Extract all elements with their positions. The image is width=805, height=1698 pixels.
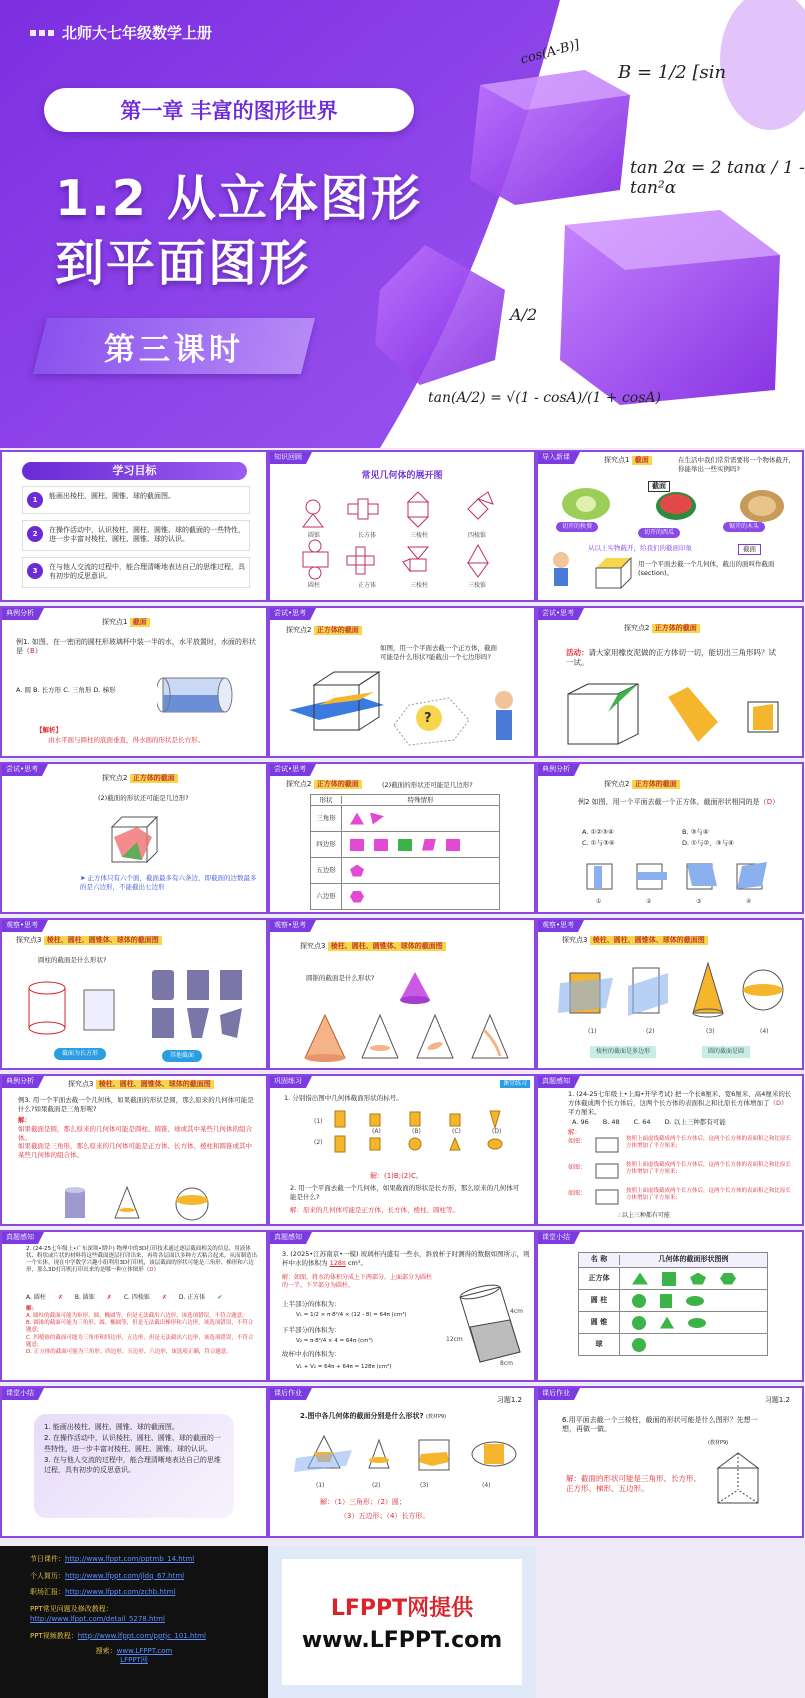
solution-line: 如图：: [568, 1138, 587, 1145]
figure-number: (2): [372, 1482, 381, 1489]
exam2-answer: D: [149, 1267, 154, 1274]
link-label: 节日课件：: [30, 1555, 65, 1563]
formula-2: B = 1/2 [sin: [618, 62, 727, 83]
dots-icon: [30, 30, 54, 36]
caption-watermelon: 切开的西瓜: [638, 528, 680, 538]
chapter-pill: 第一章 丰富的图形世界: [44, 88, 414, 132]
solution-line: A. 圆柱的截面可能为矩形、圆、椭圆等，但是无法截出六边形，该选项错误，不符合题意;: [26, 1313, 245, 1320]
wrong-mark-icon: ✗: [57, 1294, 63, 1301]
example2-options: [582, 828, 782, 848]
figure-number: ①: [596, 898, 602, 905]
option: A. ①②③④: [582, 828, 614, 836]
slide-cone-sections: [268, 918, 536, 1070]
food-photos: [558, 486, 798, 526]
option-letter: (C): [452, 1128, 461, 1135]
link-url[interactable]: http://www.lfppt.com/jldq_67.html: [65, 1571, 185, 1580]
search-row: [30, 1647, 238, 1665]
slide-homework-1: [268, 1386, 536, 1538]
section-label: 截面: [648, 481, 670, 492]
exam2-question: 2. (24-25七年级上•广东深圳•期中) 物理中的3D打印技术通过逐层截面相关的信息，用液体状、粉状或片状的材料将这些截面逐层打印出来，再将各层面以多种方式粘合起来，从而制造出一个实体。现在中学数学兴趣小组利用3D打印机，该层截面的形状可能是三角形、梯形和六边形，那么3D打印机打印出来的是哪一种立体图形（: [26, 1246, 258, 1274]
net-label: 三棱柱: [410, 582, 429, 589]
intro-hint: 从以上实物截开，给我们的截面印象: [588, 544, 692, 552]
point-highlight: 正方体的截面: [314, 780, 362, 789]
cone-question: 圆锥的截面是什么形状?: [306, 974, 375, 982]
textbook-note: (教材P9): [708, 1440, 729, 1446]
slide-learning-goals: [0, 450, 268, 602]
polygon-question: (2)截面的形状还可能是几边形?: [98, 794, 189, 802]
nets-title: 常见几何体的展开图: [361, 471, 443, 481]
goals-title: 学习目标: [22, 462, 247, 480]
point-label: 探究点3: [16, 936, 42, 944]
practice-q1: 1. 分别指出图中几何体截面形状的标号。: [284, 1094, 403, 1102]
series-label: [30, 22, 212, 43]
link-row: [30, 1554, 238, 1565]
slide-tag: 真题感知: [538, 1076, 574, 1088]
question-end: ）: [772, 798, 780, 806]
net-label: 四棱锥: [468, 532, 487, 539]
option: A. 96: [572, 1118, 589, 1126]
brand-line-1: LFPPT网提供: [330, 1596, 474, 1621]
row-number: (2): [314, 1139, 323, 1146]
example3-question: 例3. 用一个平面去截一个几何体，如果截面的形状是圆，那么原来的几何体可能是什么?如果截面是三角形呢?: [18, 1096, 254, 1113]
slide-tag: 尝试•思考: [270, 764, 310, 776]
slide-tag: 尝试•思考: [2, 764, 42, 776]
example3-figures: [57, 1182, 237, 1224]
option: B. 48: [602, 1118, 620, 1126]
purple-cube-large: [560, 210, 780, 405]
summary-point: 2. 在操作活动中，认识棱柱、圆柱、圆锥、球的截面的一些特性，进一步丰富对棱柱、圆柱、圆锥、球的认识。: [44, 1433, 221, 1453]
link-label: PPT常见问题及修改教程：: [30, 1604, 113, 1613]
figure-number: (3): [706, 1028, 715, 1035]
lesson-text: 第三课时: [104, 331, 244, 368]
resource-links: [0, 1546, 268, 1698]
option-letter: (B): [412, 1128, 421, 1135]
slide-intro-section: [536, 450, 804, 602]
example-question: 例1. 如图，在一密闭的圆柱形玻璃杯中装一半的水，水平放置时，水面的形状是（: [16, 638, 256, 656]
slide-tag: 典例分析: [2, 1076, 38, 1088]
example-options: A. 圆 B. 长方形 C. 三角形 D. 梯形: [16, 686, 116, 694]
section-definition: 用一个平面去截一个几何体，截出的面叫作截面(section)。: [638, 560, 775, 577]
formula-v2: V₂ = π·8²/4 × 4 = 64π (cm³): [296, 1338, 373, 1344]
solution-note: 按照上面虚线截成两个长方体后，这两个长方体的表面积之和比原长方体增加了平方厘米;: [626, 1162, 792, 1176]
net-label: 正方体: [358, 582, 377, 589]
analysis-text: 由水平面与圆柱的底面垂直，得水面的形状是长方形。: [48, 736, 204, 744]
solution-note: 按照上面虚线截成两个长方体后，这两个长方体的表面积之和比原长方体增加了平方厘米;: [626, 1136, 792, 1150]
slide-example-2: [536, 762, 804, 914]
solution-summary: ∴以上三种都有可能: [618, 1212, 670, 1219]
answer-triangle: 如果截面是三角形，那么原来的几何体可能是正方体、长方体、棱柱和圆锥或其中某些几何体的组合体。: [18, 1142, 252, 1160]
point-highlight: 正方体的截面: [130, 774, 178, 783]
slide-practice: [268, 1074, 536, 1226]
lesson-banner: [33, 318, 315, 374]
figure-number: (1): [316, 1482, 325, 1489]
option: A. 圆柱: [26, 1294, 46, 1301]
solution-line: 如图：: [568, 1190, 587, 1197]
tilted-glass-figure: [440, 1282, 530, 1372]
point-label: 探究点1: [604, 456, 630, 464]
goal-1: 1 能画出棱柱、圆柱、圆锥、球的截面图。: [22, 486, 250, 514]
option: B. 圆锥: [74, 1294, 95, 1301]
row-number: (1): [314, 1118, 323, 1125]
formula-3: tan 2α = 2 tanα / 1 - tan²α: [630, 158, 805, 198]
exam1-options: [572, 1118, 726, 1127]
callout-other: 其他截面: [162, 1050, 202, 1062]
slide-tag: 导入新课: [538, 452, 574, 464]
section-table: [310, 794, 500, 910]
four-cube-figures: [582, 856, 782, 896]
box-figures: [592, 1134, 622, 1214]
slide-tag: 观察•思考: [2, 920, 42, 932]
point-highlight: 截面: [632, 456, 652, 465]
point-highlight: 棱柱、圆柱、圆锥体、球体的截面图: [96, 1080, 214, 1089]
cylinder-question: 圆柱的截面是什么形状?: [38, 956, 107, 964]
homework2-answer: 解：截面的形状可能是三角形、长方形、正方形、梯形、五边形。: [566, 1474, 701, 1494]
slide-summary-table: [536, 1230, 804, 1382]
callout-rectangle: 截面为长方形: [54, 1048, 106, 1060]
point-label: 探究点2: [102, 774, 128, 782]
row-label: 圆 锥: [590, 1317, 608, 1326]
cube-plane-figure: [284, 670, 534, 750]
link-url[interactable]: http://www.lfppt.com/detail_5278.html: [30, 1615, 165, 1623]
point-highlight: 正方体的截面: [652, 624, 700, 633]
exam1-question: 1. (24-25七年级上•上海•开学考试) 把一个长8厘米、宽6厘米、高4厘米的长方体截成两个长方体后，这两个长方体的表面积之和比原长方体增加了（: [568, 1090, 792, 1107]
slide-nets-review: [268, 450, 536, 602]
cylinder-with-water: [157, 670, 237, 720]
point-label: 探究点3: [562, 936, 588, 944]
col-header: 几何体的截面形状图例: [619, 1255, 767, 1264]
point-highlight: 正方体的截面: [632, 780, 680, 789]
slide-example-1: [0, 606, 268, 758]
formula-1: cos(A-B)]: [519, 37, 582, 68]
slide-tag: 课后作业: [538, 1388, 574, 1400]
title-line-1: 1.2 从立体图形: [55, 170, 422, 227]
example-answer: B: [30, 647, 35, 656]
wrong-mark-icon: ✗: [106, 1294, 112, 1301]
point-label: 探究点2: [624, 624, 650, 632]
solution-label: 解：: [568, 1128, 581, 1136]
upper-label: 上半部分的体积为：: [282, 1300, 341, 1308]
cube-hexagon-figure: [102, 812, 162, 872]
slide-example-3: [0, 1074, 268, 1226]
point-label: 探究点2: [604, 780, 630, 788]
link-url[interactable]: http://www.lfppt.com/pptjc_101.html: [77, 1631, 206, 1640]
slide-tag: 课后作业: [270, 1388, 306, 1400]
cone-figures: [300, 970, 520, 1065]
solution-label: 解：: [26, 1306, 38, 1312]
slide-tag: 知识回顾: [270, 452, 306, 464]
slide-exam-1: [536, 1074, 804, 1226]
col-header: 特殊情形: [341, 796, 499, 805]
figure-number: ②: [646, 898, 652, 905]
col-header: 形状: [319, 795, 333, 804]
wrong-mark-icon: ✗: [161, 1294, 167, 1301]
callout-prism: 棱柱的截面是多边形: [590, 1046, 656, 1058]
point-highlight: 正方体的截面: [314, 626, 362, 635]
summary-point: 3. 在与他人交流的过程中，能合理清晰地表达自己的思维过程，具有初步的反思意识。: [44, 1455, 221, 1475]
slide-cube-activity: [536, 606, 804, 758]
solution-note: 按照上面虚线截成两个长方体后，这两个长方体的表面积之和比原长方体增加了平方厘米;: [626, 1188, 792, 1202]
net-label: 三棱锥: [468, 582, 487, 589]
option: D. ①与②、③与④: [682, 838, 734, 847]
point-label: 探究点3: [300, 942, 326, 950]
cube-tip: ➤ 正方体只有六个面，截面最多有六条边，即截面的边数最多的是六边形，不能截出七边形: [80, 874, 257, 891]
slide-tag: 尝试•思考: [270, 608, 310, 620]
slide-tag: 尝试•思考: [538, 608, 578, 620]
slide-cube-polygons: [0, 762, 268, 914]
question-end: ）平方厘米。: [568, 1098, 788, 1116]
goal-3: 3 在与他人交流的过程中，能合理清晰地表达自己的思维过程，具有初步的反思意识。: [22, 557, 250, 588]
slide-tag: 观察•思考: [538, 920, 578, 932]
slide-tag: 真题感知: [270, 1232, 306, 1244]
series-text: 北师大七年级数学上册: [62, 24, 213, 42]
slide-tag: 课堂小结: [2, 1388, 38, 1400]
slide-tag: 典例分析: [2, 608, 38, 620]
point-label: 探究点2: [286, 780, 312, 788]
check-mark-icon: ✔: [217, 1294, 223, 1301]
search-url[interactable]: www.LFPPT.com: [116, 1647, 173, 1655]
total-label: 故杯中水的体积为：: [282, 1350, 341, 1358]
question-end: ）: [153, 1267, 160, 1274]
slide-summary-points: [0, 1386, 268, 1538]
exam3-solution: 解：如图，将水的体积分成上下两部分，上面部分为圆柱的一半，下半部分为圆柱，: [282, 1274, 433, 1290]
solution-line: D. 正方体的截面可能为三角形、四边形、五边形、六边形，该选项正确，符合题意。: [26, 1348, 232, 1355]
link-row: [30, 1571, 238, 1582]
exercise-number: 习题1.2: [496, 1396, 522, 1404]
goal-3-text: 在与他人交流的过程中，能合理清晰地表达自己的思维过程，具有初步的反思意识。: [49, 562, 245, 581]
net-label: 长方体: [358, 532, 377, 539]
cylinder-figures: [22, 960, 262, 1045]
point-highlight: 棱柱、圆柱、圆锥体、球体的截面图: [328, 942, 446, 951]
brand-url[interactable]: www.LFPPT.com: [301, 1628, 503, 1653]
slide-cylinder-sections: [0, 918, 268, 1070]
link-row: [30, 1604, 238, 1625]
practice-a2: 解：原来的几何体可能是正方体、长方体、棱柱、圆柱等。: [290, 1206, 459, 1214]
option-letter: (D): [492, 1128, 502, 1135]
figure-number: (4): [760, 1028, 769, 1035]
student-and-cube: [546, 548, 646, 598]
slide-section-table: [268, 762, 536, 914]
row-label: 正方体: [588, 1273, 610, 1282]
callout-sphere: 圆的截面是圆: [702, 1046, 750, 1058]
slide-exam-3: [268, 1230, 536, 1382]
link-label: PPT视频教程：: [30, 1631, 78, 1640]
figure-number: (2): [646, 1028, 655, 1035]
slide-homework-2: [536, 1386, 804, 1538]
option: D. 正方体: [178, 1294, 206, 1301]
slide-cube-section-q: [268, 606, 536, 758]
answer-circle: 如果截面是圆，那么原来的几何体可能是圆柱、圆锥、球或其中某些几何体的组合体。: [18, 1124, 252, 1142]
caption-okra: 切开的秋葵: [556, 522, 598, 532]
slide-tag: 课堂小结: [538, 1232, 574, 1244]
solution-line: 如图：: [568, 1164, 587, 1171]
point-label: 探究点1: [102, 618, 128, 626]
col-header: 名 称: [590, 1255, 608, 1264]
analysis-label: 【解析】: [36, 726, 62, 734]
exam2-options: [26, 1294, 222, 1302]
search-site[interactable]: LFPPT网: [120, 1656, 148, 1665]
row-label: 圆 柱: [590, 1295, 608, 1304]
link-url[interactable]: http://www.lfppt.com/zchb.html: [65, 1588, 176, 1596]
option: C. 四棱锥: [123, 1294, 150, 1301]
link-label: 个人简历：: [30, 1571, 65, 1580]
formula-4: A/2: [510, 305, 538, 324]
exercise-number: 习题1.2: [764, 1396, 790, 1404]
link-url[interactable]: http://www.lfppt.com/pptmb_14.html: [65, 1555, 195, 1563]
dim-label: 12cm: [446, 1336, 463, 1343]
search-label: 搜索：: [95, 1647, 117, 1655]
brand-panel: [268, 1546, 536, 1698]
homework-question: 2.图中各几何体的截面分别是什么形状?: [300, 1412, 424, 1420]
table-question: (2)截面的形状还可能是几边形?: [382, 781, 473, 789]
point-label: 探究点2: [286, 626, 312, 634]
row-label: 六边形: [316, 892, 336, 901]
row-label: 五边形: [316, 866, 336, 875]
figure-number: (4): [482, 1482, 491, 1489]
formula-5: tan(A/2) = √(1 - cosA)/(1 + cosA): [428, 390, 661, 406]
summary-table: [578, 1252, 768, 1356]
homework-answer-1: 解：（1）三角形；（2）圆；: [320, 1498, 406, 1506]
link-label: 职场汇报：: [30, 1588, 65, 1596]
activity-label: 活动：: [566, 648, 589, 657]
example2-question: 例2 如图，用一个平面去截一个正方体，截面形状相同的是（: [578, 798, 767, 806]
option: D. 以上三种都有可能: [664, 1118, 726, 1126]
title-slide: [0, 0, 805, 448]
goal-2-text: 在操作活动中，认识棱柱、圆柱、圆锥、球的截面的一些特性，进一步丰富对棱柱、圆柱、圆锥、球的认识。: [49, 526, 245, 544]
slide-solid-sections: [536, 918, 804, 1070]
point-highlight: 棱柱、圆柱、圆锥体、球体的截面图: [44, 936, 162, 945]
point-highlight: 棱柱、圆柱、圆锥体、球体的截面图: [590, 936, 708, 945]
intro-question: 在生活中我们常常需要将一个物体截开，你能举出一些实例吗?: [678, 456, 795, 473]
link-row: [30, 1587, 238, 1598]
link-row: [30, 1631, 238, 1642]
purple-cube-top: [470, 70, 630, 205]
homework2-question: 6.用平面去截一个三棱柱，截面的形状可能是什么图形？先想一想，再做一做。: [562, 1416, 758, 1434]
slide-tag: 真题感知: [2, 1232, 38, 1244]
net-label: 三棱柱: [410, 532, 429, 539]
option: C. 64: [633, 1118, 651, 1126]
prism-figure: [708, 1448, 798, 1508]
slide-exam-2: [0, 1230, 268, 1382]
textbook-note: (教材P9): [426, 1414, 447, 1420]
slide-tag: 典例分析: [538, 764, 574, 776]
practice-q2: 2. 用一个平面去截一个几何体，如果截面的形状是长方形，那么原来的几何体可能是什么?: [290, 1184, 520, 1201]
solution-line: C. 四棱锥的截面可能为三角形和四边形、五边形，但是无法截出六边形，该选项错误，不符合题意;: [26, 1334, 254, 1348]
exam3-question: 3. (2025•江苏南京•一模) 玻璃杯内盛有一些水，斜放杯子时测得的数据如图所示，则杯中水的体积为: [282, 1250, 530, 1267]
option-letter: (A): [372, 1128, 381, 1135]
row-label: 球: [595, 1339, 603, 1348]
option: B. ③与④: [682, 828, 709, 836]
homework-answer-2: （3）五边形；（4）长方形。: [340, 1512, 430, 1520]
practice-badge: 课堂练习: [500, 1080, 530, 1088]
question-end: ）: [34, 647, 42, 656]
slide-tag: 观察•思考: [270, 920, 310, 932]
solution-line: B. 圆锥的截面可能为三角形、圆、椭圆等，但是无法截出梯形和六边形，该选项错误，不符合题意;: [26, 1320, 254, 1334]
practice-a1: 解：(1)B;(2)C。: [370, 1172, 423, 1180]
goal-2: 2 在操作活动中，认识棱柱、圆柱、圆锥、球的截面的一些特性，进一步丰富对棱柱、圆柱、圆锥、球的认识。: [22, 520, 250, 551]
cube-tip-text: 正方体只有六个面，截面最多有六条边，即截面的边数最多的是六边形，不能截出七边形: [80, 874, 257, 891]
formula-total: V₁ + V₂ = 64π + 64π = 128π (cm³): [296, 1364, 392, 1370]
activity-question: 请大家用橡皮泥做的正方体切一切，能切出三角形吗？试一试。: [566, 648, 776, 668]
exam3-unit: cm³。: [347, 1258, 367, 1267]
lower-label: 下半部分的体积为：: [282, 1326, 341, 1334]
figure-number: ④: [746, 898, 752, 905]
option: C. ①与③④: [582, 838, 615, 847]
figure-number: ③: [696, 898, 702, 905]
cube-cuts-figure: [558, 682, 798, 752]
cube-question: 如图，用一个平面去截一个正方体，截面可能是什么形状?能截出一个七边形吗?: [380, 644, 497, 661]
row-label: 三角形: [316, 814, 336, 823]
exam1-answer: D: [776, 1098, 782, 1107]
exam3-answer: 128π: [329, 1258, 346, 1267]
slide-tag: 巩固练习: [270, 1076, 306, 1088]
figure-number: (1): [588, 1028, 597, 1035]
example2-answer: D: [766, 798, 773, 806]
goal-1-text: 能画出棱柱、圆柱、圆锥、球的截面图。: [49, 492, 175, 500]
formula-v1: V₁ = 1/2 × π·8²/4 × (12 - 8) = 64π (cm³): [296, 1312, 407, 1318]
net-label: 圆锥: [308, 532, 321, 539]
dim-label: 8cm: [500, 1360, 513, 1367]
solution-label: 解：: [18, 1116, 31, 1124]
dim-label: 4cm: [510, 1308, 523, 1315]
summary-point: 1. 能画出棱柱、圆柱、圆锥、球的截面图。: [44, 1423, 179, 1431]
net-label: 圆柱: [308, 582, 321, 589]
caption-wood: 锯开的木头: [723, 522, 765, 532]
point-highlight: 截面: [130, 618, 150, 627]
homework-figures: [294, 1432, 524, 1478]
section-tag: 截面: [738, 544, 761, 555]
title-line-2: 到平面图形: [55, 235, 311, 292]
solids-figures: [558, 958, 788, 1023]
figure-number: (3): [420, 1482, 429, 1489]
point-label: 探究点3: [68, 1080, 94, 1088]
question-mark-icon: ?: [424, 711, 432, 726]
row-label: 四边形: [316, 840, 336, 849]
